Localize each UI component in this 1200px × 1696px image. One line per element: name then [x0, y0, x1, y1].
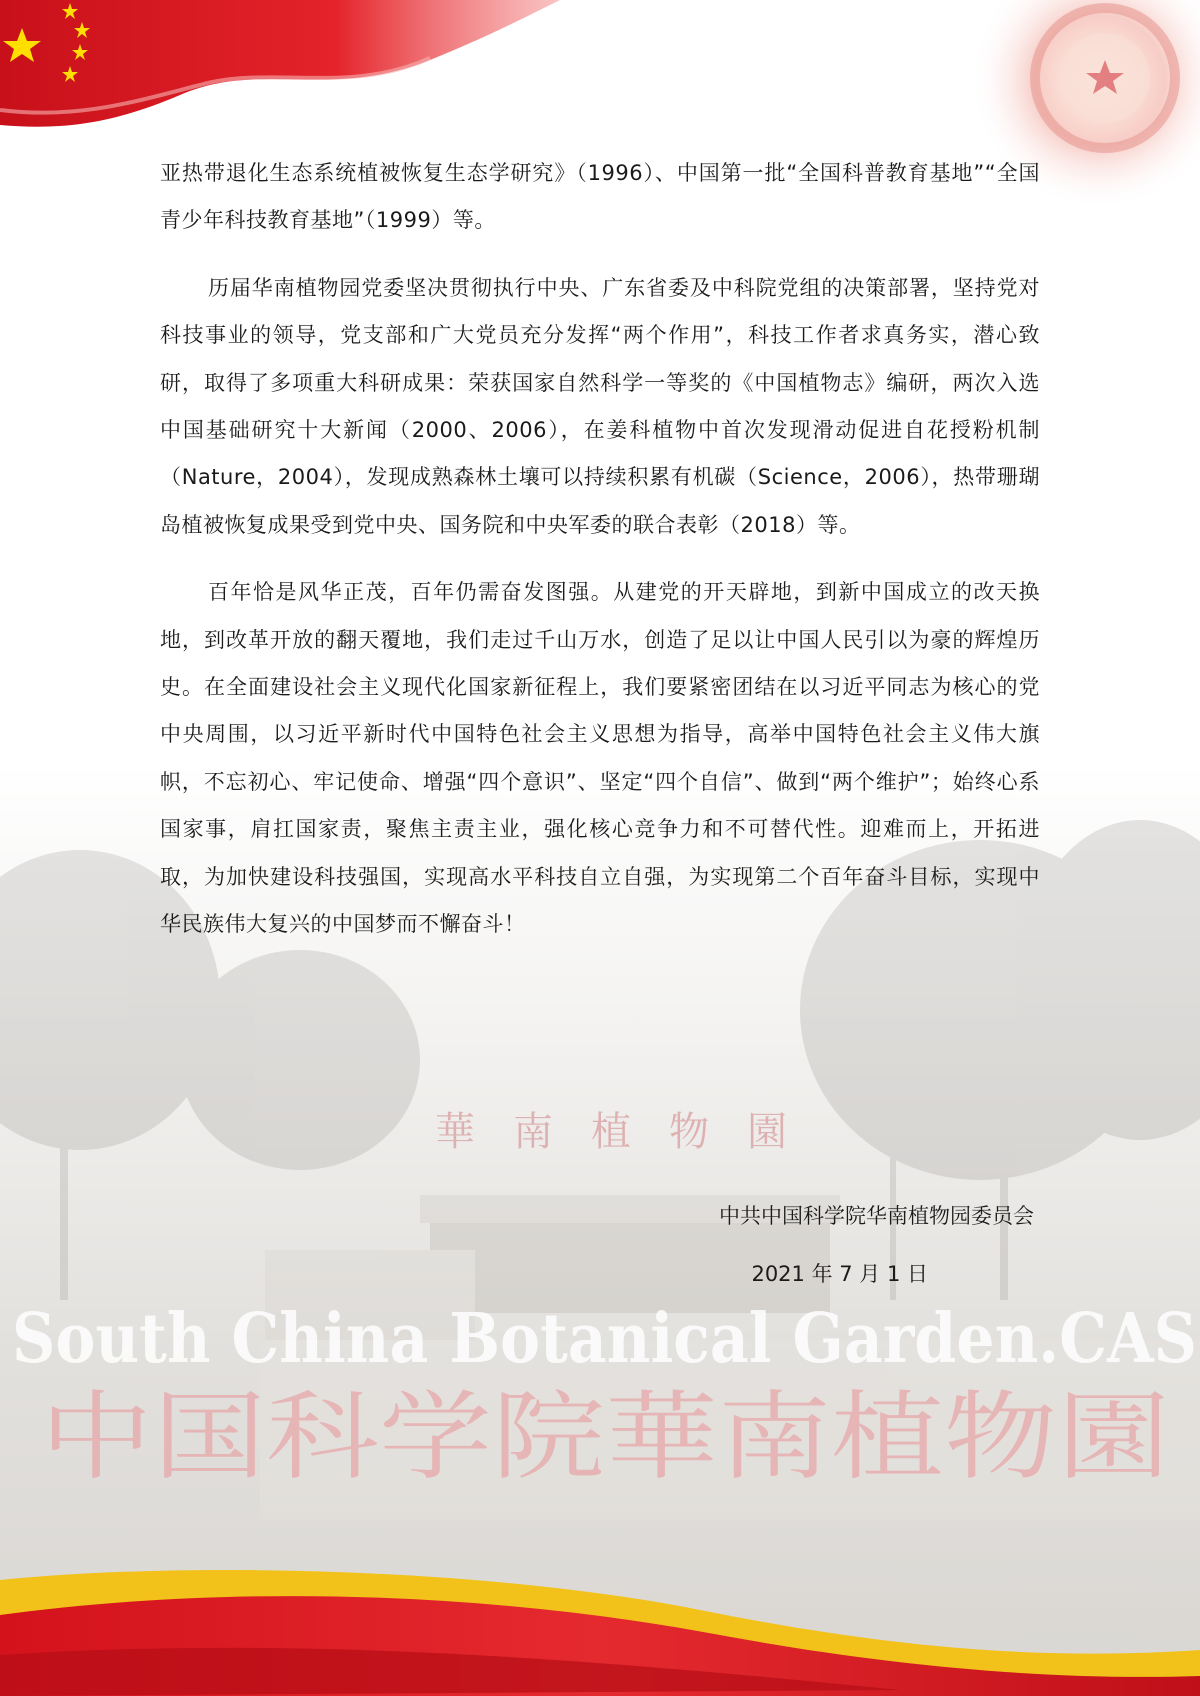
- letter-body: [160, 150, 1040, 969]
- paragraph: 百年恰是风华正茂，百年仍需奋发图强。从建党的开天辟地，到新中国成立的改天换地，到改革开放的翻天覆地，我们走过千山万水，创造了足以让中国人民引以为豪的辉煌历史。在全面建设社会主义现代化国家新征程上，我们要紧密团结在以习近平同志为核心的党中央周围，以习近平新时代中国特色社会主义思想为指导，高举中国特色社会主义伟大旗帜，不忘初心、牢记使命、增强“四个意识”、坚定“四个自信”、做到“两个维护”；始终心系国家事，肩扛国家责，聚焦主责主业，强化核心竞争力和不可替代性。迎难而上，开拓进取，为加快建设科技强国，实现高水平科技自立自强，为实现第二个百年奋斗目标，实现中华民族伟大复兴的中国梦而不懈奋斗！: [160, 580, 1040, 937]
- gate-sign: 華南植物園: [435, 1109, 825, 1155]
- watermark-english: South China Botanical Garden.CAS: [12, 1299, 1197, 1379]
- signature-date: 2021 年 7 月 1 日: [751, 1262, 928, 1286]
- watermark-chinese: 中国科学院華南植物園: [40, 1381, 1170, 1493]
- paragraph: 亚热带退化生态系统植被恢复生态学研究》（1996）、中国第一批“全国科普教育基地”“全国青少年科技教育基地”（1999）等。: [160, 161, 1040, 233]
- paragraph: 历届华南植物园党委坚决贯彻执行中央、广东省委及中科院党组的决策部署，坚持党对科技事业的领导，党支部和广大党员充分发挥“两个作用”，科技工作者求真务实，潜心致研，取得了多项重大科研成果：荣获国家自然科学一等奖的《中国植物志》编研，两次入选中国基础研究十大新闻（2000、2006），在姜科植物中首次发现滑动促进自花授粉机制（Nature，2004），发现成熟森林土壤可以持续积累有机碳（Science，2006），热带珊瑚岛植被恢复成果受到党中央、国务院和中央军委的联合表彰（2018）等。: [160, 275, 1040, 537]
- signature-organization: 中共中国科学院华南植物园委员会: [719, 1204, 1034, 1228]
